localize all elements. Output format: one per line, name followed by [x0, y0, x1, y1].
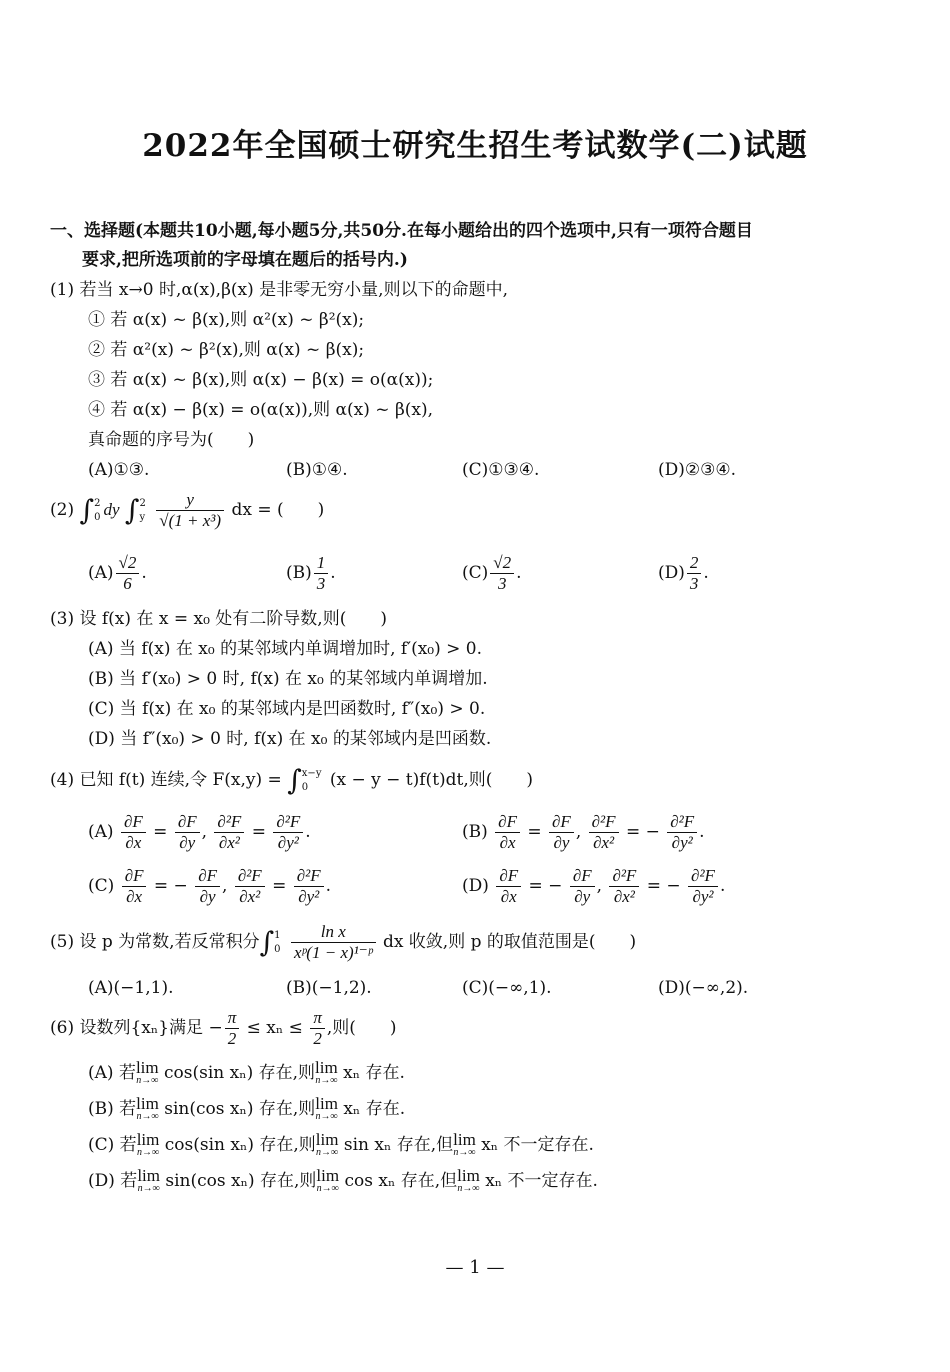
q2-option-c: (C) $\frac{√2}{3}$ .: [462, 553, 522, 593]
q6-d-2: sin(cos xₙ) 存在,则: [165, 1171, 317, 1191]
q4-stem: [50, 760, 533, 801]
q6-d-3: cos xₙ 存在,但: [344, 1171, 458, 1191]
q5-stem-a: (5) 设 p 为常数,若反常积分: [50, 932, 260, 952]
q6-a-lim1-text: lim: [135, 1058, 159, 1077]
q1-statement-3: ③ 若 α(x) ~ β(x),则 α(x) − β(x) = o(α(x));: [88, 370, 434, 390]
q4-c-f4-den: ∂y²: [298, 887, 320, 906]
q6-frac-right: [310, 1008, 325, 1049]
q4-c-label: (C): [88, 876, 115, 896]
q2-fraction: [156, 490, 224, 531]
q4-d-f4-den: ∂y²: [692, 887, 714, 906]
q6-option-d: [88, 1168, 598, 1194]
q4-d-f1: [496, 866, 521, 907]
q6-a-lim2-text: lim: [315, 1058, 338, 1077]
q4-b-f4: [667, 812, 697, 853]
q1-stem: (1) 若当 x→0 时,α(x),β(x) 是非零无穷小量,则以下的命题中,: [50, 280, 508, 300]
q5-stem-b: dx 收敛,则 p 的取值范围是( ): [382, 932, 637, 952]
q2-inner-limits: [140, 497, 146, 525]
q4-a-f1-den: ∂x: [125, 833, 142, 852]
q2-b-num: 1: [314, 553, 329, 574]
q4-c-f2: [195, 866, 220, 907]
q4-c-f3: [235, 866, 265, 907]
integral-sign-inner: ∫: [124, 493, 140, 527]
q6-d-lim3-text: lim: [457, 1166, 480, 1185]
q4-a-f2-den: ∂y: [179, 833, 196, 852]
q6-d-lim1-text: lim: [137, 1166, 160, 1185]
q4-upper: x−y: [301, 767, 322, 779]
q4-c-f3-den: ∂x²: [239, 887, 261, 906]
q2-outer-upper: 2: [94, 497, 101, 509]
q5-fraction: [291, 922, 376, 963]
q4-d-f4-num: ∂²F: [688, 866, 718, 887]
q6-a-3: xₙ 存在.: [343, 1063, 405, 1083]
q4-a-f4-den: ∂y²: [277, 833, 299, 852]
q4-option-c: (C) $\frac{\partial F}{\partial x}$ = − $\frac{\partial F}{\partial y}$ , $\frac{\text{∂²F}}{\text{∂x²}}$ = $\frac{\text{∂²F}}{\text{∂y²}}$ .: [88, 866, 332, 906]
q3-stem: (3) 设 f(x) 在 x = x₀ 处有二阶导数,则( ): [50, 609, 387, 629]
q4-a-f2: [175, 812, 200, 853]
q4-c-f1-num: ∂F: [122, 866, 147, 887]
q4-d-f2: [570, 866, 595, 907]
q4-a-f3-num: ∂²F: [214, 812, 244, 833]
q2-inner-upper: 2: [139, 497, 146, 509]
q3-option-b: (B) 当 f′(x₀) > 0 时, f(x) 在 x₀ 的某邻域内单调增加.: [88, 669, 488, 689]
q4-limits: [302, 767, 322, 795]
q6-c-2: cos(sin xₙ) 存在,则: [164, 1135, 316, 1155]
q2-b-label: (B): [286, 563, 312, 583]
q2-outer-limits: [94, 497, 100, 525]
q1-statement-4: ④ 若 α(x) − β(x) = o(α(x)),则 α(x) ~ β(x),: [88, 400, 434, 420]
integral-sign: ∫: [287, 763, 302, 797]
q2-denominator: √(1 + x³): [159, 511, 222, 530]
q6-b-lim2-text: lim: [315, 1094, 338, 1113]
q6-c-lim2-text: lim: [315, 1130, 339, 1149]
q2-a-frac: [116, 553, 140, 594]
q6-b-lim1-text: lim: [136, 1094, 159, 1113]
q1-ask: 真命题的序号为( ): [88, 430, 255, 450]
q6-c-4: xₙ 不一定存在.: [481, 1135, 594, 1155]
q6-c-lim3-sub: n→∞: [453, 1147, 476, 1158]
q4-c-f2-den: ∂y: [199, 887, 216, 906]
q1-option-c: (C)①③④.: [462, 460, 540, 480]
q4-c-f2-num: ∂F: [195, 866, 220, 887]
page-title: 2022年全国硕士研究生招生考试数学(二)试题: [142, 128, 808, 164]
q6-fl-num: π: [225, 1008, 240, 1029]
q6-c-1: (C) 若: [88, 1135, 137, 1155]
q5-option-a: (A)(−1,1).: [88, 978, 174, 998]
q6-a-2: cos(sin xₙ) 存在,则: [164, 1063, 316, 1083]
q4-d-eq1: = −: [528, 876, 563, 896]
q2-d-den: 3: [689, 574, 699, 593]
q6-a-lim1-sub: n→∞: [136, 1075, 159, 1086]
q4-c-f3-num: ∂²F: [235, 866, 265, 887]
q6-b-lim1: [136, 1096, 159, 1122]
q2-a-den: 6: [123, 574, 132, 593]
q4-option-d: (D) $\frac{\partial F}{\partial x}$ = − $\frac{\partial F}{\partial y}$ , $\frac{\text{∂²F}}{\text{∂x²}}$ = − $\frac{\text{∂²F}}{\text{∂y²}}$ .: [462, 866, 726, 906]
q5-option-d: (D)(−∞,2).: [658, 978, 749, 998]
q3-option-c: (C) 当 f(x) 在 x₀ 的某邻域内是凹函数时, f″(x₀) > 0.: [88, 699, 486, 719]
q6-b-lim1-sub: n→∞: [136, 1111, 159, 1122]
q4-a-f3: [214, 812, 244, 853]
q6-b-1: (B) 若: [88, 1099, 137, 1119]
q6-c-lim3-text: lim: [453, 1130, 476, 1149]
q4-b-f3-den: ∂x²: [593, 833, 615, 852]
q6-c-lim2-sub: n→∞: [316, 1147, 339, 1158]
q2-d-num: 2: [687, 553, 702, 574]
q4-d-eq2: = −: [646, 876, 681, 896]
q5-denominator: xᵖ(1 − x)¹⁻ᵖ: [293, 943, 373, 962]
q6-a-1: (A) 若: [88, 1063, 136, 1083]
q4-a-f1-num: ∂F: [121, 812, 146, 833]
q4-a-f3-den: ∂x²: [218, 833, 240, 852]
q2-c-label: (C): [462, 563, 489, 583]
q1-option-b: (B)①④.: [286, 460, 348, 480]
q4-option-b: (B) $\frac{\partial F}{\partial x}$ = $\frac{\partial F}{\partial y}$ , $\frac{\text{∂²F}}{\text{∂x²}}$ = − $\frac{\text{∂²F}}{\text{∂y²}}$ .: [462, 812, 705, 852]
q2-label: (2): [50, 500, 75, 520]
q6-frac-left: [225, 1008, 240, 1049]
q2-option-a: (A) $\frac{√2}{6}$ .: [88, 553, 147, 593]
q2-d-frac: [687, 553, 702, 594]
q6-b-2: sin(cos xₙ) 存在,则: [164, 1099, 316, 1119]
q4-a-f4: [273, 812, 303, 853]
q4-c-f1: [122, 866, 147, 907]
q6-b-lim2: [315, 1096, 338, 1122]
q6-d-4: xₙ 不一定存在.: [485, 1171, 598, 1191]
q6-fr-num: π: [310, 1008, 325, 1029]
q4-a-eq1: =: [153, 822, 168, 842]
q6-d-lim2: [316, 1168, 339, 1194]
section-heading-cont: 要求,把所选项前的字母填在题后的括号内.): [82, 250, 408, 270]
q6-b-3: xₙ 存在.: [343, 1099, 406, 1119]
q6-b-lim2-sub: n→∞: [315, 1111, 338, 1122]
q4-b-f2-den: ∂y: [553, 833, 570, 852]
q4-c-eq2: =: [272, 876, 287, 896]
q4-d-f3-den: ∂x²: [613, 887, 635, 906]
q4-d-f2-den: ∂y: [574, 887, 591, 906]
q1-statement-1: ① 若 α(x) ~ β(x),则 α²(x) ~ β²(x);: [88, 310, 365, 330]
q6-option-a: [88, 1060, 405, 1086]
q4-a-label: (A): [88, 822, 114, 842]
q4-b-label: (B): [462, 822, 488, 842]
q4-stem-a: (4) 已知 f(t) 连续,令 F(x,y) =: [50, 770, 282, 790]
q6-c-lim2: [316, 1132, 339, 1158]
q2-a-num: √2: [116, 553, 140, 574]
q4-d-f2-num: ∂F: [570, 866, 595, 887]
q4-a-f2-num: ∂F: [175, 812, 200, 833]
q4-b-f1: [495, 812, 520, 853]
q4-b-f3: [589, 812, 619, 853]
q4-d-f1-den: ∂x: [500, 887, 517, 906]
q4-c-eq1: = −: [153, 876, 188, 896]
q6-option-b: [88, 1096, 405, 1122]
q4-c-f4: [294, 866, 324, 907]
q6-d-1: (D) 若: [88, 1171, 138, 1191]
q1-option-d: (D)②③④.: [658, 460, 737, 480]
q2-b-den: 3: [316, 574, 326, 593]
q2-d-label: (D): [658, 563, 685, 583]
q6-d-lim3-sub: n→∞: [457, 1183, 480, 1194]
q6-d-lim2-text: lim: [316, 1166, 340, 1185]
q4-d-label: (D): [462, 876, 489, 896]
q6-stem-mid: ≤ xₙ ≤: [246, 1018, 303, 1038]
q2-c-num: √2: [490, 553, 514, 574]
q4-c-f4-num: ∂²F: [294, 866, 324, 887]
q5-lower: 0: [274, 943, 281, 955]
q6-d-lim2-sub: n→∞: [316, 1183, 339, 1194]
q6-d-lim1: [137, 1168, 160, 1194]
q6-c-3: sin xₙ 存在,但: [343, 1135, 454, 1155]
q2-option-d: (D) $\frac{2}{3}$ .: [658, 553, 709, 593]
q4-a-f4-num: ∂²F: [273, 812, 303, 833]
q4-b-f3-num: ∂²F: [589, 812, 619, 833]
q4-b-f4-num: ∂²F: [667, 812, 697, 833]
q4-b-f4-den: ∂y²: [671, 833, 693, 852]
q6-a-lim2: [315, 1060, 338, 1086]
q5-stem: [50, 922, 636, 963]
q4-b-eq1: =: [527, 822, 542, 842]
q4-option-a: (A) $\frac{\partial F}{\partial x}$ = $\frac{\partial F}{\partial y}$ , $\frac{\text{∂²F}}{\text{∂x²}}$ = $\frac{\text{∂²F}}{\text{∂y²}}$ .: [88, 812, 311, 852]
q3-option-d: (D) 当 f″(x₀) > 0 时, f(x) 在 x₀ 的某邻域内是凹函数.: [88, 729, 492, 749]
q4-stem-b: (x − y − t)f(t)dt,则( ): [329, 770, 534, 790]
q2-c-den: 3: [497, 574, 507, 593]
q4-a-eq2: =: [251, 822, 266, 842]
q5-option-b: (B)(−1,2).: [286, 978, 372, 998]
q2-option-b: (B) $\frac{1}{3}$ .: [286, 553, 336, 593]
q6-stem-b: ,则( ): [326, 1018, 397, 1038]
q4-b-f1-den: ∂x: [499, 833, 516, 852]
q2-numerator: y: [156, 490, 224, 511]
q6-c-lim1-text: lim: [136, 1130, 160, 1149]
q4-d-f3: [609, 866, 639, 907]
q6-c-lim1-sub: n→∞: [136, 1147, 160, 1158]
section-heading: 一、选择题(本题共10小题,每小题5分,共50分.在每小题给出的四个选项中,只有一项符合题目: [50, 221, 753, 241]
q2-inner-lower: y: [139, 511, 146, 523]
q6-option-c: [88, 1132, 594, 1158]
integral-sign: ∫: [79, 493, 95, 527]
q6-d-lim1-sub: n→∞: [137, 1183, 160, 1194]
q4-b-f1-num: ∂F: [495, 812, 520, 833]
page-number: — 1 —: [445, 1257, 505, 1278]
q4-d-f4: [688, 866, 718, 907]
q1-statement-2: ② 若 α²(x) ~ β²(x),则 α(x) ~ β(x);: [88, 340, 365, 360]
q2-tail: dx = ( ): [231, 500, 325, 520]
q2-stem: [50, 490, 324, 531]
q4-b-f2-num: ∂F: [549, 812, 574, 833]
q4-d-f3-num: ∂²F: [609, 866, 639, 887]
q6-fr-den: 2: [313, 1029, 322, 1048]
q6-c-lim1: [137, 1132, 160, 1158]
q6-stem-a: (6) 设数列{xₙ}满足 −: [50, 1018, 223, 1038]
q2-b-frac: [314, 553, 329, 594]
integral-sign: ∫: [259, 925, 275, 959]
q2-c-frac: [490, 553, 514, 594]
q2-outer-lower: 0: [94, 511, 101, 523]
q6-c-lim3: [453, 1132, 476, 1158]
q5-limits: [274, 929, 280, 957]
q2-dy: dy: [103, 500, 120, 519]
q4-b-eq2: = −: [625, 822, 660, 842]
q4-d-f1-num: ∂F: [496, 866, 521, 887]
q3-option-a: (A) 当 f(x) 在 x₀ 的某邻域内单调增加时, f′(x₀) > 0.: [88, 639, 483, 659]
q6-a-lim1: [136, 1060, 159, 1086]
q6-stem: [50, 1008, 397, 1049]
q2-a-label: (A): [88, 563, 114, 583]
q5-numerator: ln x: [291, 922, 376, 943]
q4-lower: 0: [301, 781, 309, 793]
q4-b-f2: [549, 812, 574, 853]
q5-upper: 1: [274, 929, 281, 941]
q6-fl-den: 2: [227, 1029, 237, 1048]
q6-a-lim2-sub: n→∞: [315, 1075, 338, 1086]
q4-a-f1: [121, 812, 146, 853]
q1-option-a: (A)①③.: [88, 460, 150, 480]
q4-c-f1-den: ∂x: [126, 887, 143, 906]
q6-d-lim3: [457, 1168, 480, 1194]
q5-option-c: (C)(−∞,1).: [462, 978, 552, 998]
